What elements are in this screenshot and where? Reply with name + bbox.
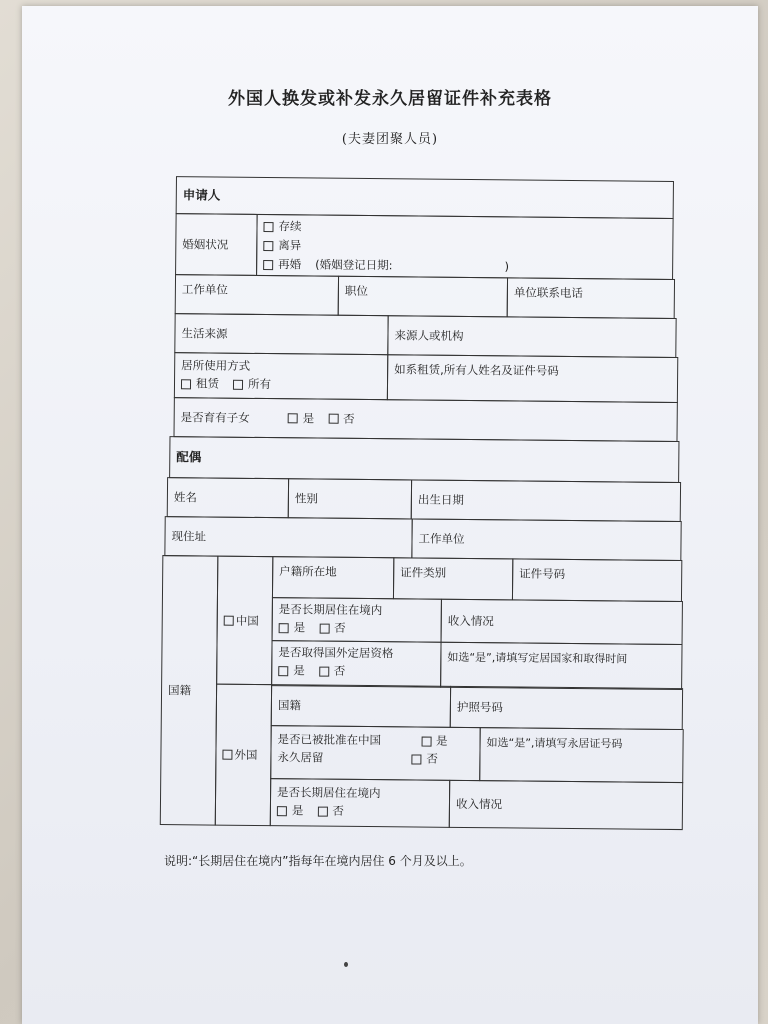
rental-owner-label: 如系租赁,所有人姓名及证件号码 — [394, 362, 559, 378]
spouse-work-unit-label: 工作单位 — [418, 531, 465, 546]
applicant-position-label: 职位 — [344, 283, 368, 299]
footnote: 说明:“长期居住在境内”指每年在境内居住 6 个月及以上。 — [164, 854, 472, 868]
china-pr-no-checkbox[interactable] — [411, 754, 421, 764]
marital-status-label: 婚姻状况 — [182, 237, 229, 252]
living-source-cell[interactable] — [174, 313, 388, 355]
nationality-label: 国籍 — [167, 683, 192, 698]
spouse-name-label: 姓名 — [173, 490, 197, 505]
china-long-stay-cell — [272, 597, 442, 643]
passport-number-cell[interactable] — [450, 686, 683, 730]
spouse-label: 配偶 — [176, 449, 202, 465]
marital-remarried-checkbox[interactable] — [263, 260, 273, 270]
rental-owner-cell[interactable] — [387, 354, 678, 403]
marriage-date-close: ) — [504, 259, 510, 274]
foreign-long-stay-cell — [270, 778, 450, 828]
spouse-address-label: 现住址 — [171, 529, 207, 544]
china-income-cell[interactable] — [441, 599, 683, 645]
children-yes-checkbox[interactable] — [288, 413, 298, 423]
residence-own-checkbox[interactable] — [233, 379, 243, 389]
hukou-cell[interactable] — [272, 556, 394, 599]
china-label: 中国 — [235, 613, 259, 628]
applicant-work-unit-cell[interactable] — [175, 274, 339, 316]
applicant-label: 申请人 — [182, 187, 221, 203]
children-row — [173, 397, 677, 442]
china-income-label: 收入情况 — [447, 613, 494, 629]
unit-phone-label: 单位联系电话 — [513, 285, 583, 301]
residence-rent-checkbox[interactable] — [181, 379, 191, 389]
id-type-cell[interactable] — [393, 557, 513, 600]
form-title: 外国人换发或补发永久居留证件补充表格 — [228, 89, 552, 109]
marital-divorced-checkbox[interactable] — [263, 241, 273, 251]
foreign-residency-cell — [271, 640, 441, 688]
id-type-label: 证件类别 — [400, 565, 447, 580]
children-label: 是否育有子女 — [180, 410, 250, 425]
china-pr-no-label: 否 — [426, 751, 438, 766]
china-long-stay-label: 是否长期居住在境内 — [278, 602, 383, 618]
foreign-residency-yes-label: 是 — [293, 663, 305, 678]
id-number-label: 证件号码 — [519, 566, 566, 581]
china-long-stay-no-label: 否 — [334, 620, 346, 635]
applicant-section-header — [176, 176, 674, 219]
china-long-stay-no-checkbox[interactable] — [319, 623, 329, 633]
china-pr-yes-label: 是 — [436, 733, 448, 748]
spouse-section-header — [169, 436, 679, 483]
spouse-gender-label: 性别 — [294, 491, 318, 506]
spouse-work-unit-cell[interactable] — [411, 518, 681, 561]
foreign-long-stay-label: 是否长期居住在境内 — [277, 785, 381, 801]
source-person-cell[interactable] — [387, 315, 676, 358]
residence-type-cell — [174, 352, 388, 400]
marital-status-label-cell — [175, 213, 258, 276]
form-subtitle: (夫妻团聚人员) — [341, 132, 439, 147]
foreign-residency-hint-cell[interactable] — [440, 642, 682, 690]
residence-type-label: 居所使用方式 — [181, 358, 251, 373]
foreign-residency-yes-checkbox[interactable] — [278, 666, 288, 676]
china-long-stay-yes-label: 是 — [293, 620, 306, 635]
marital-status-options-cell — [256, 214, 674, 280]
children-yes-label: 是 — [302, 411, 315, 426]
china-checkbox[interactable] — [224, 615, 234, 625]
supplement-form-table — [152, 176, 688, 841]
paper-speck — [344, 962, 348, 967]
residence-rent-label: 租赁 — [195, 376, 220, 391]
spouse-name-cell[interactable] — [167, 477, 289, 518]
marital-ongoing-checkbox[interactable] — [263, 222, 273, 232]
spouse-gender-cell[interactable] — [288, 478, 412, 519]
foreign-residency-no-label: 否 — [333, 663, 346, 678]
china-pr-yes-checkbox[interactable] — [421, 736, 431, 746]
foreign-long-stay-yes-label: 是 — [291, 803, 304, 818]
china-pr-line2: 永久居留 — [277, 750, 324, 765]
marriage-date-label: (婚姻登记日期: — [315, 257, 393, 273]
passport-number-label: 护照号码 — [456, 699, 503, 715]
foreign-residency-no-checkbox[interactable] — [319, 666, 329, 676]
children-no-checkbox[interactable] — [328, 414, 338, 424]
foreign-long-stay-yes-checkbox[interactable] — [277, 806, 287, 816]
marital-divorced-label: 离异 — [278, 238, 302, 253]
spouse-address-cell[interactable] — [164, 516, 412, 558]
nationality-label-cell — [160, 555, 219, 826]
foreign-label: 外国 — [234, 747, 258, 762]
foreign-long-stay-no-label: 否 — [332, 803, 344, 818]
foreign-checkbox[interactable] — [222, 750, 232, 760]
spouse-birth-label: 出生日期 — [417, 492, 464, 507]
foreign-residency-label: 是否取得国外定居资格 — [278, 645, 394, 661]
china-pr-line1: 是否已被批准在中国 — [277, 732, 382, 748]
children-no-label: 否 — [343, 411, 355, 426]
marital-remarried-label: 再婚 — [278, 257, 302, 272]
foreign-option-cell — [215, 684, 272, 827]
spouse-birth-cell[interactable] — [411, 479, 681, 522]
marital-ongoing-label: 存续 — [278, 219, 302, 234]
foreign-nationality-label: 国籍 — [277, 698, 301, 713]
pr-number-hint: 如选“是”,请填写永居证号码 — [486, 736, 623, 751]
china-long-stay-yes-checkbox[interactable] — [279, 623, 289, 633]
china-pr-cell — [270, 725, 481, 781]
id-number-cell[interactable] — [512, 558, 682, 602]
applicant-position-cell[interactable] — [338, 276, 508, 318]
foreign-income-cell[interactable] — [449, 780, 683, 830]
foreign-residency-hint: 如选“是”,请填写定居国家和取得时间 — [447, 650, 628, 666]
residence-own-label: 所有 — [247, 376, 272, 392]
living-source-label: 生活来源 — [181, 326, 228, 341]
china-option-cell — [216, 556, 273, 686]
foreign-nationality-cell[interactable] — [271, 684, 451, 728]
foreign-income-label: 收入情况 — [455, 796, 503, 812]
source-person-label: 来源人或机构 — [394, 328, 464, 343]
hukou-label: 户籍所在地 — [279, 564, 337, 579]
pr-number-hint-cell[interactable] — [479, 727, 684, 783]
unit-phone-cell[interactable] — [507, 277, 675, 319]
applicant-work-unit-label: 工作单位 — [181, 282, 228, 297]
foreign-long-stay-no-checkbox[interactable] — [317, 806, 327, 816]
